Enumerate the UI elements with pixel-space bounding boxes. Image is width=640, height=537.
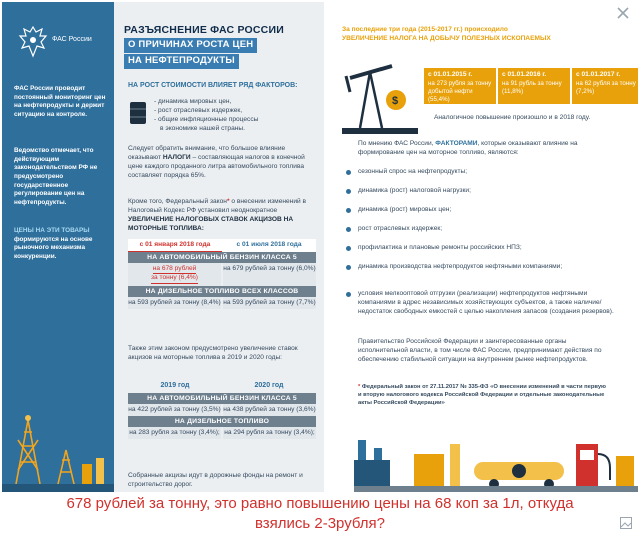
factors-intro bbox=[358, 140, 618, 158]
mineral-tax-heading-1: За последние три года (2015-2017 гг.) происходило bbox=[342, 26, 508, 33]
period-2016 bbox=[498, 68, 570, 104]
footnote-star: * bbox=[358, 384, 361, 390]
text-span: Следует обратить внимание, что большое влияние оказывают bbox=[128, 145, 286, 161]
sidebar-para-monitoring: ФАС России проводит постоянный мониторинг цен на нефтепродукты и держит ситуацию на контроле. bbox=[14, 85, 106, 118]
close-icon[interactable] bbox=[616, 6, 630, 20]
factors-list bbox=[154, 98, 258, 134]
list-item: - рост отраслевых издержек, bbox=[154, 106, 243, 114]
excise-table-2018 bbox=[128, 239, 316, 309]
text-span: , которые оказывают влияние на формирование цен на моторное топливо, являются: bbox=[358, 140, 578, 156]
petrol-2019-value: на 422 рублей за тонну (3,5%) bbox=[128, 404, 221, 416]
list-item: в экономике нашей страны. bbox=[160, 124, 245, 132]
text-span: Кроме того, Федеральный закон bbox=[128, 198, 227, 205]
future-increase-paragraph: Также этим законом предусмотрено увеличение ставок акцизов на моторные топлива в 2019 и 2020 годы: bbox=[128, 345, 298, 361]
period-date: с 01.01.2015 г. bbox=[428, 71, 473, 78]
text-span: – составляющая налогов в конечной цене каждого проданного литра автомобильного топлива составляет порядка 65%. bbox=[128, 153, 305, 179]
table-row bbox=[128, 380, 316, 393]
image-icon[interactable] bbox=[620, 517, 632, 529]
pumpjack-illustration-icon bbox=[342, 58, 418, 136]
text-span: По мнению ФАС России, bbox=[358, 140, 436, 147]
diesel-jan-value: на 593 рублей за тонну (8,4%) bbox=[128, 297, 221, 309]
sidebar-para-market bbox=[14, 227, 108, 262]
petrol-2020-value: на 438 рублей за тонну (3,6%) bbox=[223, 404, 316, 416]
caption-line-2: взялись 2-3рубля? bbox=[254, 514, 386, 532]
caption-line-1: 678 рублей за тонну, это равно повышению цены на 68 коп за 1л, откуда bbox=[66, 495, 574, 512]
list-item: - динамика мировых цен, bbox=[154, 98, 232, 105]
oil-barrel-icon bbox=[128, 100, 148, 126]
period-text: на 62 рубля за тонну (7,2%) bbox=[576, 79, 636, 95]
svg-text:$: $ bbox=[392, 95, 399, 107]
period-2015 bbox=[424, 68, 496, 104]
sidebar bbox=[2, 2, 114, 492]
date-jul-2018: с 01 июля 2018 года bbox=[222, 239, 316, 252]
table-row bbox=[128, 239, 316, 252]
law-reference bbox=[358, 384, 608, 407]
refinery-illustration-icon bbox=[354, 420, 638, 492]
eagle-emblem-icon bbox=[18, 24, 48, 60]
sidebar-highlight: ЦЕНЫ НА ЭТИ ТОВАРЫ bbox=[14, 227, 90, 234]
factors-heading: НА РОСТ СТОИМОСТИ ВЛИЯЕТ РЯД ФАКТОРОВ: bbox=[128, 82, 298, 89]
list-item: динамика производства нефтепродуктов нефтяными компаниями; bbox=[346, 263, 626, 272]
list-item: динамика (рост) мировых цен; bbox=[346, 206, 626, 215]
title-line-1: РАЗЪЯСНЕНИЕ ФАС РОССИИ bbox=[124, 24, 284, 36]
petrol-jan-value bbox=[128, 263, 221, 285]
list-item: профилактика и плановые ремонты российских НПЗ; bbox=[346, 244, 626, 253]
band-diesel: НА ДИЗЕЛЬНОЕ ТОПЛИВО bbox=[128, 416, 316, 427]
list-item: сезонный спрос на нефтепродукты; bbox=[346, 168, 626, 177]
diesel-2020-value: на 294 рубля за тонну (3,4%); bbox=[223, 427, 316, 439]
user-caption bbox=[0, 494, 640, 533]
diesel-2019-value: на 283 рубля за тонну (3,4%); bbox=[128, 427, 221, 439]
band-diesel: НА ДИЗЕЛЬНОЕ ТОПЛИВО ВСЕХ КЛАССОВ bbox=[128, 286, 316, 297]
table-row bbox=[128, 427, 316, 439]
law-reference-text: Федеральный закон от 27.11.2017 № 335-ФЗ «О внесении изменений в части первую и вторую налогового кодекса Российской Федерации и отдельные законодательные акты Российской Федерации» bbox=[358, 384, 607, 406]
table-row bbox=[128, 297, 316, 309]
list-item: условия мелкооптовой отгрузки (реализации) нефтепродуктов нефтяными компаниями в адрес независимых хозяйствующих субъектов, а также наличие/недостаток свободных емкостей с целью накопления запасов (создания резервов). bbox=[346, 290, 626, 317]
title-line-3: НА НЕФТЕПРОДУКТЫ bbox=[124, 54, 239, 69]
taxes-bold: НАЛОГИ bbox=[162, 153, 191, 161]
footnote-star: * bbox=[226, 198, 230, 205]
period-text: на 273 рубля за тонну добытой нефти (55,4%) bbox=[428, 79, 492, 103]
petrol-jan-rest: за тонну (6,4%) bbox=[151, 274, 198, 283]
oil-derricks-illustration-icon bbox=[2, 380, 114, 492]
list-item: - общие инфляционные процессы bbox=[154, 115, 259, 123]
petrol-jul-value: на 679 рублей за тонну (6,0%) bbox=[223, 263, 316, 285]
band-petrol: НА АВТОМОБИЛЬНЫЙ БЕНЗИН КЛАССА 5 bbox=[128, 252, 316, 263]
government-paragraph: Правительство Российской Федерации и заинтересованные органы исполнительной власти, в том числе ФАС России, предпринимают действия по обеспечению стабильной ситуации на внутреннем рынке нефтепродуктов. bbox=[358, 338, 602, 363]
period-2017 bbox=[572, 68, 638, 104]
diesel-jul-value: на 593 рублей за тонну (7,7%) bbox=[223, 297, 316, 309]
org-name: ФАС России bbox=[52, 36, 92, 43]
analog-increase-text: Аналогичное повышение произошло и в 2018 году. bbox=[434, 114, 591, 121]
road-funds-paragraph: Собранные акцизы идут в дорожные фонды на ремонт и строительство дорог. bbox=[128, 472, 303, 488]
excise-table-2019-2020 bbox=[128, 380, 316, 439]
petrol-jan-price: на 678 рублей bbox=[153, 265, 197, 274]
mineral-tax-periods bbox=[424, 68, 638, 104]
table-row bbox=[128, 404, 316, 416]
table-row bbox=[128, 263, 316, 285]
sidebar-para-regulation: Ведомство отмечает, что действующим законодательством РФ не предусмотрено государственное регулирование цен на нефтепродукты. bbox=[14, 147, 98, 206]
year-2019: 2019 год bbox=[160, 382, 190, 389]
period-date: с 01.01.2016 г. bbox=[502, 71, 547, 78]
factors-bold: ФАКТОРАМИ bbox=[435, 140, 478, 147]
law-paragraph bbox=[128, 198, 318, 234]
list-item: рост отраслевых издержек; bbox=[346, 225, 626, 234]
band-petrol: НА АВТОМОБИЛЬНЫЙ БЕНЗИН КЛАССА 5 bbox=[128, 393, 316, 404]
text-span: о внесении изменений в Налоговый Кодекс РФ установил неоднократное bbox=[128, 198, 307, 214]
title-line-2: О ПРИЧИНАХ РОСТА ЦЕН bbox=[124, 38, 257, 53]
mineral-tax-heading-2: УВЕЛИЧЕНИЕ НАЛОГА НА ДОБЫЧУ ПОЛЕЗНЫХ ИСКОПАЕМЫХ bbox=[342, 35, 551, 42]
period-text: на 91 рубль за тонну (11,8%) bbox=[502, 79, 562, 95]
list-item: динамика (рост) налоговой нагрузки; bbox=[346, 187, 626, 196]
law-bold: УВЕЛИЧЕНИЕ НАЛОГОВЫХ СТАВОК АКЦИЗОВ НА МОТОРНЫЕ ТОПЛИВА: bbox=[128, 215, 294, 232]
taxes-paragraph bbox=[128, 145, 318, 181]
period-date: с 01.01.2017 г. bbox=[576, 71, 621, 78]
middle-column bbox=[114, 2, 324, 492]
date-jan-2018: с 01 января 2018 года bbox=[128, 239, 222, 252]
sidebar-para-market-rest: формируются на основе рыночного механизма конкуренции. bbox=[14, 235, 93, 260]
infographic bbox=[2, 2, 638, 492]
right-column bbox=[324, 2, 638, 492]
year-2020: 2020 год bbox=[254, 382, 284, 389]
